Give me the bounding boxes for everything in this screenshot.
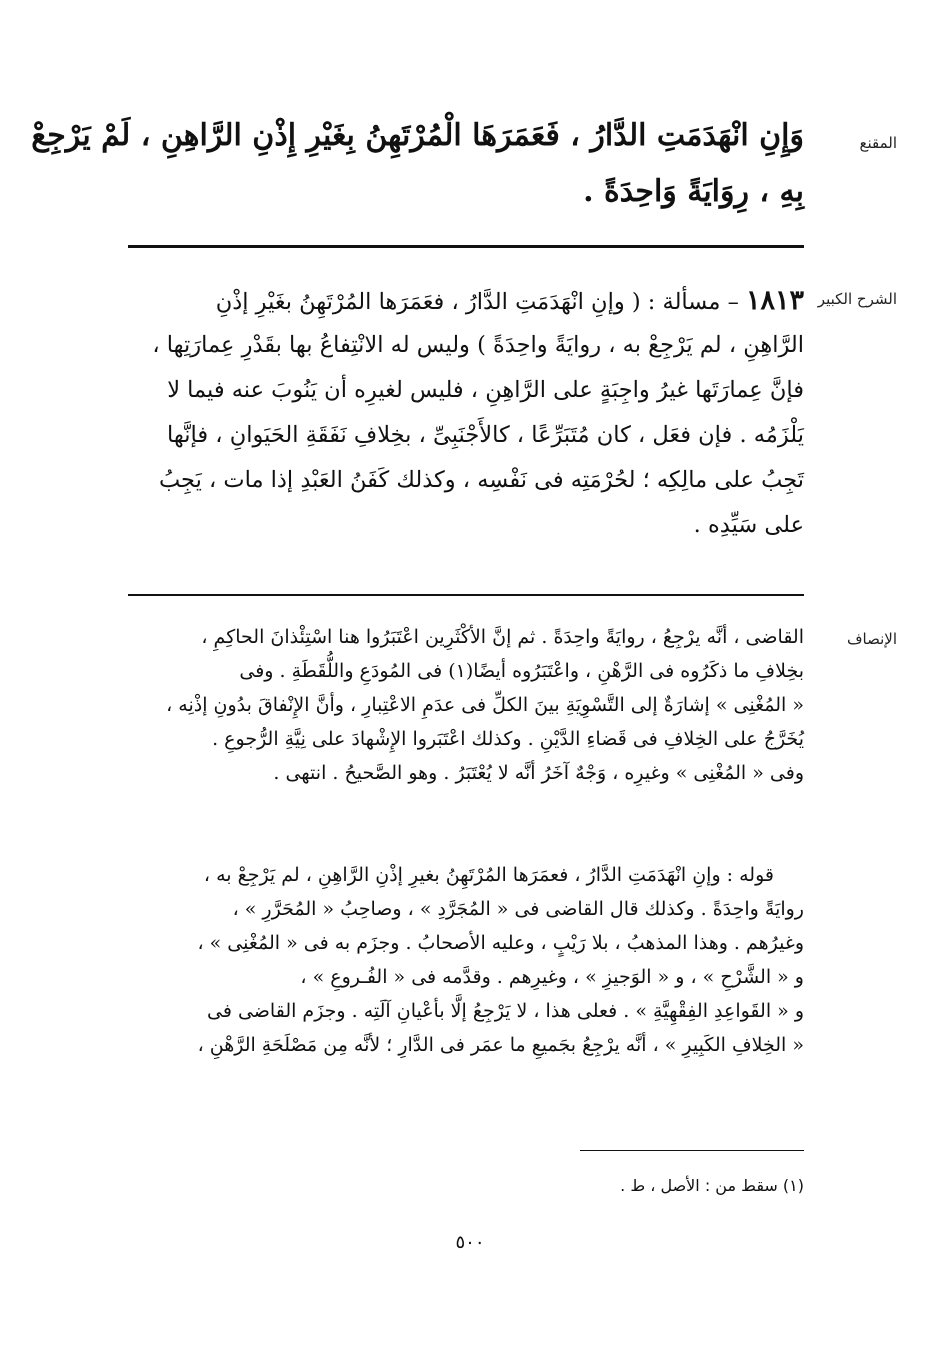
sharh-line: على سَيِّدِه . (693, 512, 804, 538)
muqni-line: وَإِنِ انْهَدَمَتِ الدَّارُ ، فَعَمَرَهَا الْمُرْتَهِنُ بِغَيْرِ إِذْنِ الرَّاهِنِ ، لَمْ يَرْجِعْ (31, 118, 804, 153)
insaf-line: القاضى ، أنَّه يرْجِعُ ، روايَةً واحِدَةً . ثم إنَّ الأكْثَرِين اعْتَبَرُوا هنا اسْتِئْذانَ الحاكِمِ ، (201, 626, 804, 648)
sharh-line: الرَّاهِنِ ، لم يَرْجِعْ به ، روايَةً واحِدَةً ) وليس له الانْتِفاعُ بها بقَدْرِ عِمارَتِها ، (152, 332, 804, 358)
insaf-line: بخِلافِ ما ذكَرُوه فى الرَّهْنِ ، واعْتَبَرُوه أيضًا(١) فى المُودَعِ واللُّقَطَةِ . وفى (239, 660, 804, 682)
insaf-line: يُخَرَّجُ على الخِلافِ فى قَضاءِ الدَّيْنِ . وكذلك اعْتَبَروا الإِشْهادَ على نِيَّةِ الرُّجوعِ . (212, 728, 804, 750)
page-number: ٥٠٠ (455, 1232, 485, 1253)
insaf-label: الإنصاف (846, 630, 897, 648)
muqni-text (31, 108, 804, 220)
sharh-line: فإنَّ عِمارَتَها غيرُ واجِبَةٍ على الرَّاهِنِ ، فليس لغيرِه أن يَنُوبَ عنه فيما لا (167, 377, 804, 403)
masala-number: ١٨١٣ (745, 285, 804, 316)
section-divider (128, 594, 804, 596)
insaf-line: وغيرُهم . وهذا المذهبُ ، بلا رَيْبٍ ، وعليه الأصحابُ . وجزَم به فى « المُغْنِى » ، (197, 932, 804, 954)
sharh-line-first (128, 278, 804, 323)
insaf-line: « الخِلافِ الكَبِيرِ » ، أنَّه يرْجِعُ بجَميعِ ما عمَر فى الدَّارِ ؛ لأنَّه مِن مَصْلَحَةِ الرَّهْنِ ، (197, 1034, 804, 1056)
insaf-line: روايَةً واحِدَةً . وكذلك قال القاضى فى « المُجَرَّدِ » ، وصاحِبُ « المُحَرَّرِ » ، (232, 898, 804, 920)
sharh-text (128, 278, 804, 548)
insaf-line: و « الشَّرْحِ » ، و « الوَجيزِ » ، وغيرِهم . وقدَّمه فى « الفُـروعِ » ، (300, 966, 804, 988)
muqni-label: المقنع (859, 134, 897, 152)
sharh-line: تَجِبُ على مالِكِه ؛ لحُرْمَتِه فى نَفْسِه ، وكذلك كَفَنُ العَبْدِ إذا مات ، يَجِبُ (158, 467, 804, 493)
sharh-line: – مسألة : ( وإنِ انْهَدَمَتِ الدَّارُ ، فعَمَرَها المُرْتَهِنُ بغَيْرِ إذْنِ (215, 289, 739, 315)
sharh-line: يَلْزَمُه . فإن فعَل ، كان مُتَبَرِّعًا ، كالأَجْنَبِىِّ ، بخِلافِ نَفَقَةِ الحَيَوانِ ، فإنَّها (167, 422, 804, 448)
insaf-para-2 (128, 858, 804, 1062)
muqni-line: بِهِ ، رِوَايَةً وَاحِدَةً . (583, 174, 804, 209)
insaf-line: « المُغْنِى » إشارَةٌ إلى التَّسْوِيَةِ بينَ الكلِّ فى عدَمِ الاعْتِبارِ ، وأنَّ الإِنْفاقَ بدُونِ إذْنِه ، (166, 694, 804, 716)
insaf-line: وفى « المُغْنِى » وغيرِه ، وَجْهٌ آخَرُ أنَّه لا يُعْتَبَرُ . وهو الصَّحيحُ . انتهى . (273, 762, 804, 784)
footnote-divider (580, 1150, 804, 1151)
insaf-line: قوله : وإنِ انْهَدَمَتِ الدَّارُ ، فعمَرَها المُرْتَهِنُ بغيرِ إذْنِ الرَّاهِنِ ، لم يَرْجِعْ به ، (203, 864, 774, 886)
footnote: (١) سقط من : الأصل ، ط . (620, 1176, 804, 1195)
sharh-label: الشرح الكبير (817, 290, 897, 308)
insaf-para-1 (128, 620, 804, 790)
section-divider-thick (128, 245, 804, 248)
insaf-line: و « القَواعِدِ الفِقْهِيَّةِ » . فعلى هذا ، لا يَرْجِعُ إلَّا بأعْيانِ آلَتِه . وجزَم القاضى فى (207, 1000, 804, 1022)
